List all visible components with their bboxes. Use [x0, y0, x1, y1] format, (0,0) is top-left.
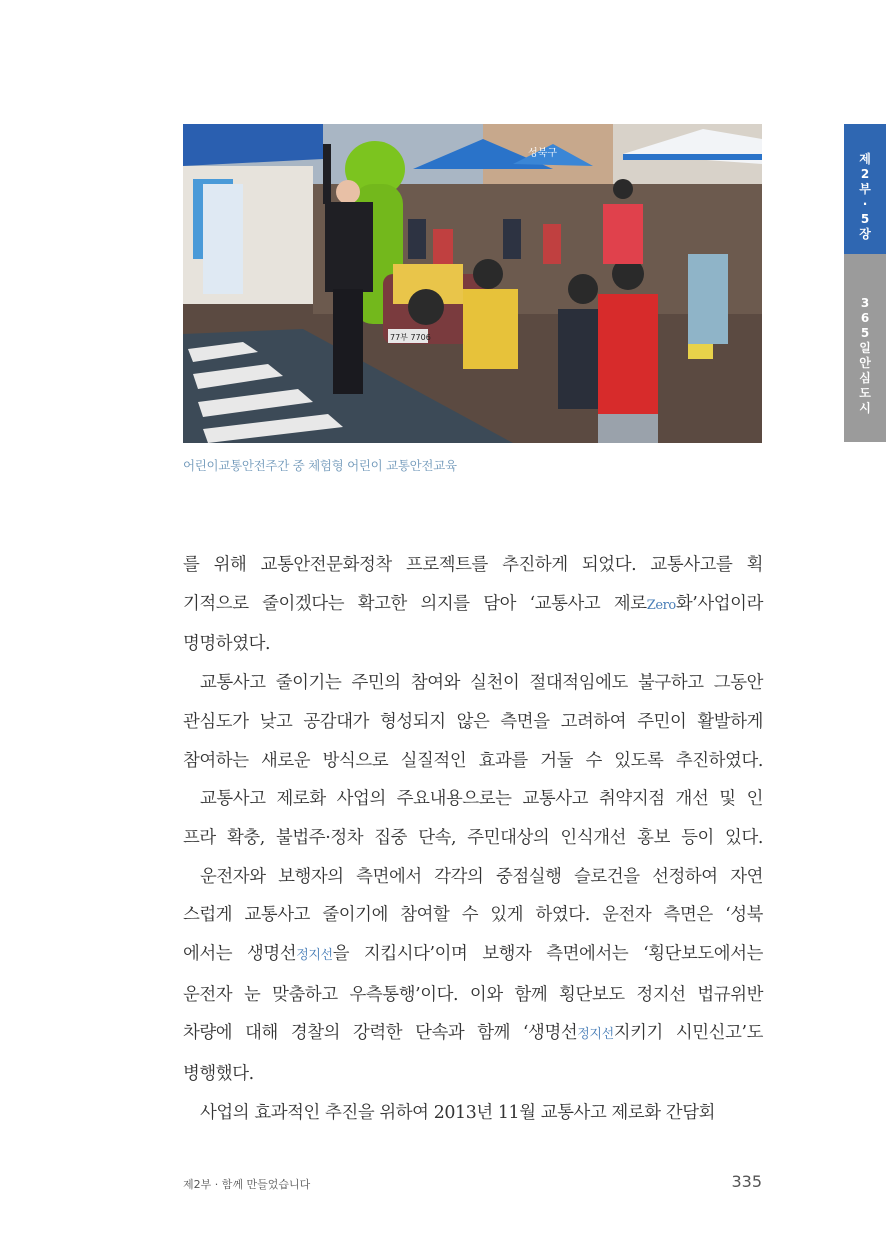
body-line: [183, 742, 763, 781]
side-tab-chapter-char: 심: [859, 371, 871, 385]
body-line: [183, 1094, 763, 1133]
side-tab-part: [844, 124, 886, 254]
body-line: [183, 1014, 763, 1055]
running-footer: 제2부 · 함께 만들었습니다: [183, 1178, 311, 1191]
side-tab-part-char: 5: [860, 212, 870, 226]
body-line: [183, 819, 763, 858]
text-run: 교통사고 줄이기는 주민의 참여와 실천이 절대적임에도 불구하고 그동안: [200, 673, 763, 694]
figure-caption: 어린이교통안전주간 중 체험형 어린이 교통안전교육: [183, 458, 457, 473]
text-run: 를 위해 교통안전문화정착 프로젝트를 추진하게 되었다. 교통사고를 획: [183, 555, 763, 575]
text-run: 사업의 효과적인 추진을 위하여 2013년 11월 교통사고 제로화 간담회: [200, 1102, 715, 1123]
body-line: [183, 1055, 763, 1094]
body-line: [183, 703, 763, 742]
annotation-run: 정지선: [296, 948, 333, 964]
body-line: [183, 546, 763, 585]
side-tab-part-char: 장: [859, 227, 871, 241]
side-tab-part-char: 2: [860, 167, 870, 181]
text-run: 지키기 시민신고’도: [613, 1023, 763, 1044]
body-line: [183, 780, 763, 819]
body-line: [183, 625, 763, 664]
tent-sign: 성북구: [528, 148, 557, 159]
text-run: 스럽게 교통사고 줄이기에 참여할 수 있게 하였다. 운전자 측면은 ‘성북: [183, 905, 763, 926]
side-tab-chapter: [844, 254, 886, 442]
side-tab-chapter-char: 일: [859, 341, 871, 355]
text-run: 교통사고 제로화 사업의 주요내용으로는 교통사고 취약지점 개선 및 인: [200, 789, 763, 810]
side-tab-chapter-char: 시: [859, 401, 871, 415]
traffic-safety-education-photo: [183, 124, 762, 443]
text-run: 참여하는 새로운 방식으로 실질적인 효과를 거둘 수 있도록 추진하였다.: [183, 750, 763, 771]
text-run: 명명하였다.: [183, 634, 271, 655]
body-line: [183, 935, 763, 976]
annotation-run: Zero: [646, 597, 676, 613]
side-tab-chapter-char: 도: [859, 386, 871, 400]
text-run: 화’사업이라: [675, 593, 763, 614]
body-line: [183, 858, 763, 897]
body-line: [183, 585, 763, 626]
text-run: 운전자와 보행자의 측면에서 각각의 중점실행 슬로건을 선정하여 자연: [200, 866, 763, 887]
side-tab-chapter-char: 3: [860, 296, 870, 310]
side-tab-chapter-char: 6: [860, 311, 870, 325]
body-text: [183, 546, 763, 1133]
text-run: 병행했다.: [183, 1064, 254, 1085]
body-line: [183, 664, 763, 703]
text-run: 차량에 대해 경찰의 강력한 단속과 함께 ‘생명선: [183, 1023, 578, 1044]
event-photo: [183, 124, 762, 443]
text-run: 기적으로 줄이겠다는 확고한 의지를 담아 ‘교통사고 제로: [183, 593, 647, 614]
page-number: 335: [731, 1172, 762, 1191]
text-run: 에서는 생명선: [183, 944, 297, 965]
side-tab-part-char: ·: [862, 197, 868, 211]
text-run: 프라 확충, 불법주·정차 집중 단속, 주민대상의 인식개선 홍보 등이 있다.: [183, 827, 763, 848]
side-tab-part-char: 부: [859, 182, 871, 196]
license-plate: 77부 7706: [390, 333, 431, 342]
annotation-run: 정지선: [577, 1027, 614, 1043]
text-run: 관심도가 낮고 공감대가 형성되지 않은 측면을 고려하여 주민이 활발하게: [183, 711, 763, 732]
side-tab-chapter-char: 안: [859, 356, 871, 370]
side-tab-chapter-char: 5: [860, 326, 870, 340]
text-run: 을 지킵시다’이며 보행자 측면에서는 ‘횡단보도에서는: [332, 944, 763, 965]
body-line: [183, 976, 763, 1015]
side-tab-part-char: 제: [859, 152, 871, 166]
text-run: 운전자 눈 맞춤하고 우측통행’이다. 이와 함께 횡단보도 정지선 법규위반: [183, 984, 763, 1005]
body-line: [183, 896, 763, 935]
